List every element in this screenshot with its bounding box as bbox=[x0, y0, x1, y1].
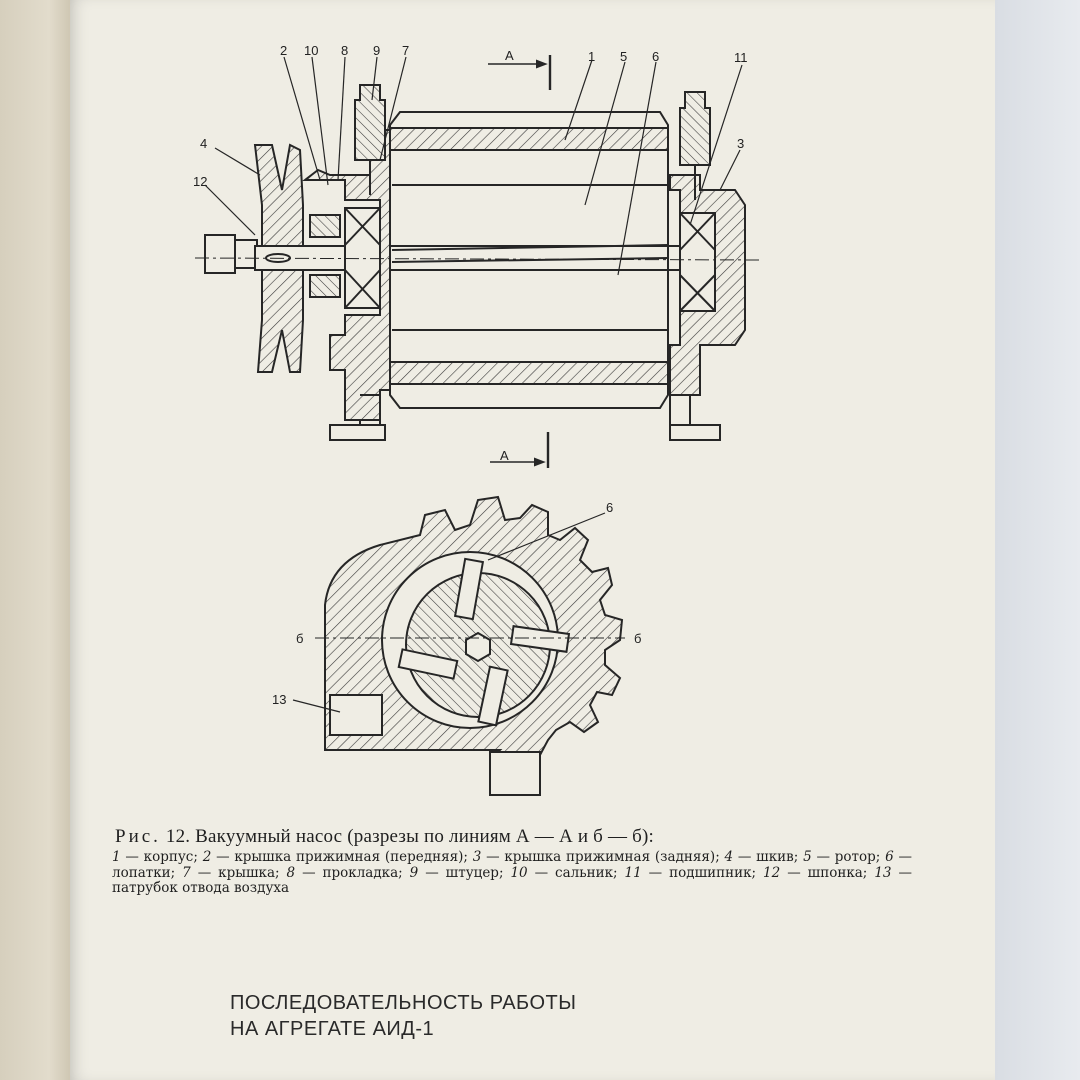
legend-item: 6 — лопатки; bbox=[112, 849, 912, 881]
label-13: 13 bbox=[272, 692, 287, 707]
front-bearing-shape bbox=[345, 208, 380, 308]
label-9: 9 bbox=[373, 43, 381, 58]
cross-section bbox=[293, 497, 625, 795]
legend-item: 12 — шпонка; bbox=[763, 864, 868, 881]
outlet-shape bbox=[330, 695, 382, 735]
heading-line-1: ПОСЛЕДОВАТЕЛЬНОСТЬ РАБОТЫ bbox=[230, 992, 577, 1014]
legend-item: 8 — прокладка; bbox=[286, 864, 403, 881]
label-2: 2 bbox=[280, 43, 288, 58]
label-11: 11 bbox=[734, 50, 748, 65]
longitudinal-section bbox=[195, 55, 760, 468]
housing-bottom-wall bbox=[390, 362, 668, 384]
caption-prefix: Рис. bbox=[115, 826, 161, 847]
rear-fitting-shape bbox=[680, 92, 710, 165]
hex-shaft-shape bbox=[466, 633, 490, 661]
label-7: 7 bbox=[402, 43, 410, 58]
section-mark-top: A bbox=[505, 48, 514, 63]
label-10: 10 bbox=[304, 43, 319, 58]
legend-item: 4 — шкив; bbox=[724, 849, 799, 865]
legend-item: 10 — сальник; bbox=[510, 864, 618, 881]
legend-item: 11 — подшипник; bbox=[624, 864, 757, 881]
legend-item: 3 — крышка прижимная (задняя); bbox=[472, 849, 720, 865]
section-mark-bottom: A bbox=[500, 448, 509, 463]
label-6-cross: 6 bbox=[606, 500, 614, 515]
caption-text: 12. Вакуумный насос (разрезы по линиям А — А и б — б): bbox=[165, 826, 654, 847]
nut-shape bbox=[205, 235, 235, 273]
figure-caption bbox=[115, 826, 915, 848]
label-3: 3 bbox=[737, 136, 745, 151]
nut-inner-shape bbox=[235, 240, 257, 268]
section-heading bbox=[230, 990, 730, 1042]
label-4: 4 bbox=[200, 136, 208, 151]
rear-bearing-shape bbox=[680, 213, 715, 311]
bottom-port-shape bbox=[490, 752, 540, 795]
legend-item: 1 — корпус; bbox=[112, 849, 198, 865]
figure-legend bbox=[112, 850, 912, 897]
label-6: 6 bbox=[652, 49, 660, 64]
label-8: 8 bbox=[341, 43, 349, 58]
heading-line-2: НА АГРЕГАТЕ АИД-1 bbox=[230, 1018, 435, 1040]
housing-top-wall bbox=[390, 128, 668, 150]
legend-item: 5 — ротор; bbox=[803, 849, 881, 865]
label-b-right: б bbox=[634, 631, 642, 646]
legend-item: 9 — штуцер; bbox=[409, 864, 504, 881]
seal-shape bbox=[310, 215, 340, 237]
label-5: 5 bbox=[620, 49, 628, 64]
label-12: 12 bbox=[193, 174, 208, 189]
label-1: 1 bbox=[588, 49, 596, 64]
front-fitting-shape bbox=[355, 85, 385, 160]
label-b-left: б bbox=[296, 631, 304, 646]
legend-item: 13 — патрубок отвода воздуха bbox=[112, 864, 912, 896]
legend-item: 7 — крышка; bbox=[182, 864, 280, 881]
legend-item: 2 — крышка прижимная (передняя); bbox=[202, 849, 468, 865]
rear-foot-shape bbox=[670, 425, 720, 440]
